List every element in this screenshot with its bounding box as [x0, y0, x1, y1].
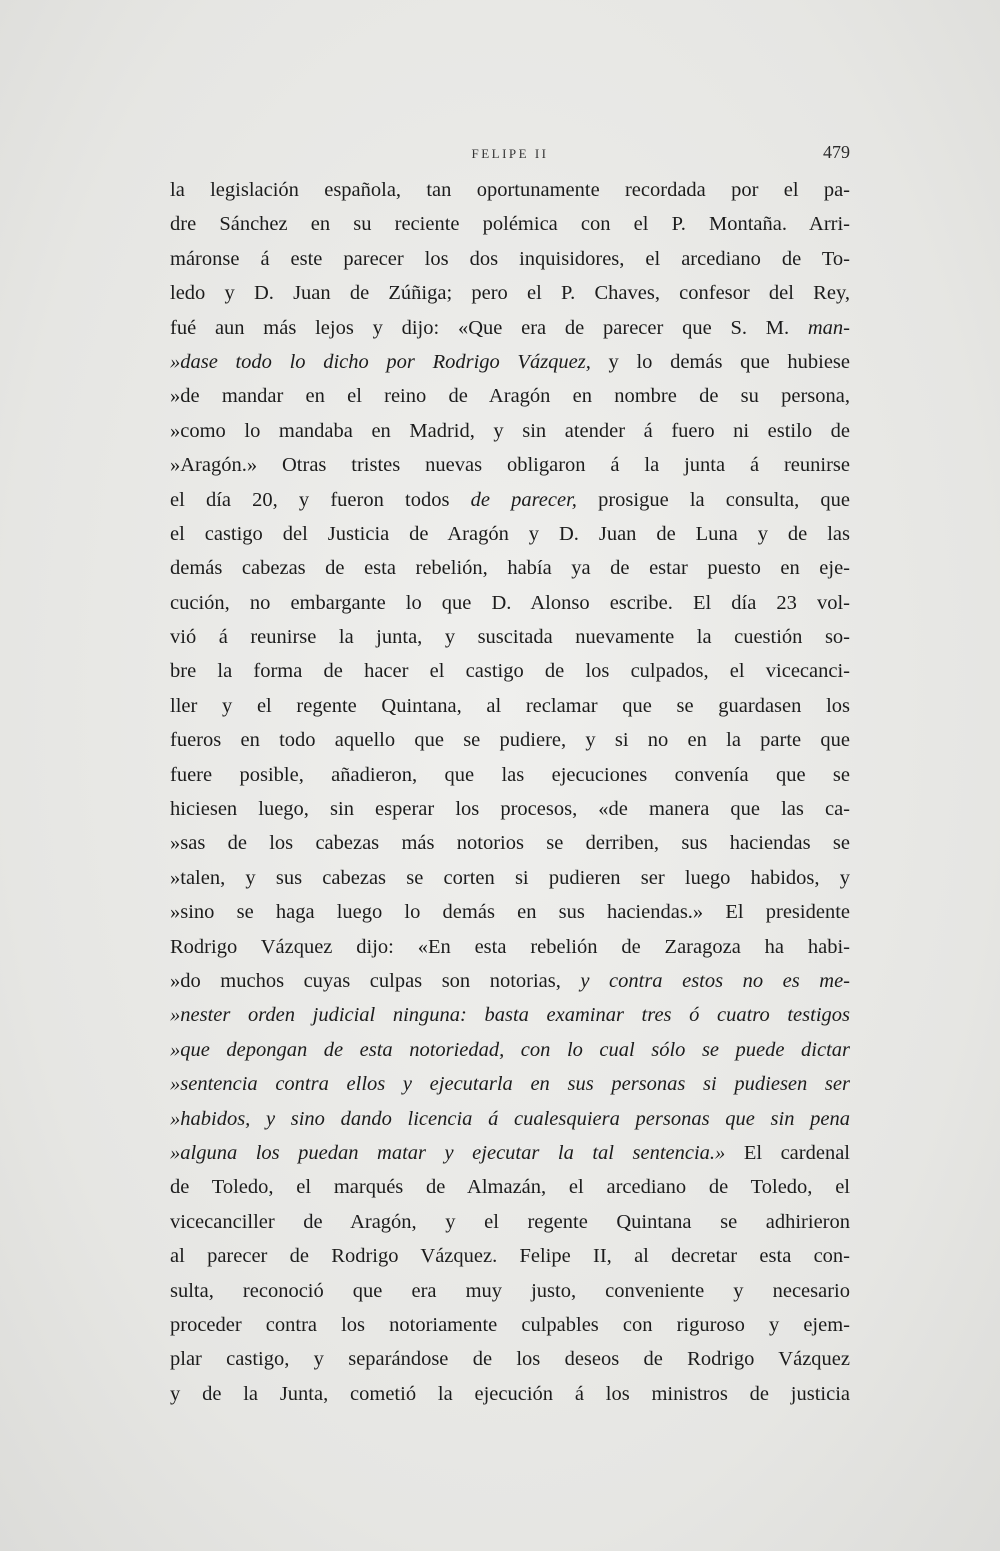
text-line — [170, 792, 850, 826]
text-line — [170, 689, 850, 723]
text-line — [170, 964, 850, 998]
text-line — [170, 483, 850, 517]
text-segment: prosigue la consulta, que — [576, 488, 850, 511]
text-line — [170, 448, 850, 482]
italic-segment: »dase todo lo dicho por Rodrigo Vázquez, — [170, 350, 591, 373]
text-segment: ledo y D. Juan de Zúñiga; pero el P. Chaves, confesor del Rey, — [170, 282, 850, 305]
italic-segment: »sentencia contra ellos y ejecutarla en sus personas si pudiesen ser — [170, 1073, 850, 1096]
text-segment: bre la forma de hacer el castigo de los culpados, el vicecanci- — [170, 660, 850, 683]
text-segment: El cardenal — [725, 1141, 851, 1164]
text-segment: máronse á este parecer los dos inquisidores, el arcediano de To- — [170, 247, 850, 270]
italic-segment: y contra estos no es me- — [580, 969, 850, 992]
text-segment: de Toledo, el marqués de Almazán, el arcediano de Toledo, el — [170, 1176, 850, 1199]
text-segment: la legislación española, tan oportunamente recordada por el pa- — [170, 179, 850, 201]
text-line — [170, 998, 850, 1032]
text-segment: »como lo mandaba en Madrid, y sin atender á fuero ni estilo de — [170, 419, 850, 442]
text-segment: »talen, y sus cabezas se corten si pudieren ser luego habidos, y — [170, 866, 850, 889]
text-segment: sulta, reconoció que era muy justo, conveniente y necesario — [170, 1279, 850, 1302]
text-segment: vicecanciller de Aragón, y el regente Quintana se adhirieron — [170, 1210, 850, 1233]
text-segment: »sas de los cabezas más notorios se derriben, sus haciendas se — [170, 832, 850, 855]
text-segment: fuere posible, añadieron, que las ejecuciones convenía que se — [170, 763, 850, 786]
text-segment: »do muchos cuyas culpas son notorias, — [170, 969, 581, 992]
running-title: FELIPE II — [471, 146, 549, 161]
text-line — [170, 242, 850, 276]
page-number: 479 — [823, 142, 850, 162]
text-line — [170, 1170, 850, 1204]
text-segment: »Aragón.» Otras tristes nuevas obligaron á la junta á reunirse — [170, 454, 850, 477]
italic-segment: man- — [807, 316, 850, 339]
text-line — [170, 1342, 850, 1376]
text-line — [170, 311, 850, 345]
text-line — [170, 654, 850, 688]
text-line — [170, 586, 850, 620]
text-segment: el día 20, y fueron todos — [170, 488, 471, 511]
italic-segment: »habidos, y sino dando licencia á cualesquiera personas que sin pena — [170, 1107, 850, 1130]
text-line — [170, 1102, 850, 1136]
text-line — [170, 207, 850, 241]
text-line — [170, 276, 850, 310]
italic-segment: »alguna los puedan matar y ejecutar la tal sentencia.» — [170, 1141, 726, 1164]
text-line — [170, 414, 850, 448]
text-line — [170, 1274, 850, 1308]
text-segment: al parecer de Rodrigo Vázquez. Felipe II, al decretar esta con- — [170, 1245, 850, 1268]
text-line — [170, 517, 850, 551]
text-line — [170, 930, 850, 964]
running-head — [170, 140, 850, 170]
text-line — [170, 1067, 850, 1101]
text-line — [170, 1205, 850, 1239]
text-segment: plar castigo, y separándose de los deseos de Rodrigo Vázquez — [170, 1348, 850, 1371]
text-line — [170, 758, 850, 792]
text-segment: fueros en todo aquello que se pudiere, y si no en la parte que — [170, 729, 850, 752]
text-line — [170, 345, 850, 379]
text-line — [170, 1308, 850, 1342]
text-line — [170, 620, 850, 654]
text-segment: proceder contra los notoriamente culpables con riguroso y ejem- — [170, 1313, 850, 1336]
text-segment: vió á reunirse la junta, y suscitada nuevamente la cuestión so- — [170, 626, 850, 649]
italic-segment: de parecer, — [470, 488, 577, 511]
text-line — [170, 1033, 850, 1067]
text-line — [170, 1239, 850, 1273]
text-segment: fué aun más lejos y dijo: «Que era de parecer que S. M. — [170, 316, 808, 339]
text-line — [170, 895, 850, 929]
text-segment: cución, no embargante lo que D. Alonso escribe. El día 23 vol- — [170, 591, 850, 614]
text-line — [170, 551, 850, 585]
text-segment: y lo demás que hubiese — [590, 350, 851, 373]
text-segment: hiciesen luego, sin esperar los procesos, «de manera que las ca- — [170, 798, 850, 821]
text-line — [170, 173, 850, 207]
text-segment: dre Sánchez en su reciente polémica con el P. Montaña. Arri- — [170, 213, 850, 236]
text-line — [170, 379, 850, 413]
text-segment: ller y el regente Quintana, al reclamar que se guardasen los — [170, 694, 850, 717]
text-line — [170, 1377, 850, 1411]
italic-segment: »nester orden judicial ninguna: basta examinar tres ó cuatro testigos — [170, 1004, 850, 1027]
text-line — [170, 1136, 850, 1170]
text-segment: demás cabezas de esta rebelión, había ya de estar puesto en eje- — [170, 557, 850, 580]
text-segment: Rodrigo Vázquez dijo: «En esta rebelión de Zaragoza ha habi- — [170, 935, 850, 958]
text-line — [170, 861, 850, 895]
body-text — [170, 173, 850, 1411]
text-segment: »de mandar en el reino de Aragón en nombre de su persona, — [170, 385, 850, 408]
text-segment: »sino se haga luego lo demás en sus haciendas.» El presidente — [170, 901, 850, 924]
italic-segment: »que depongan de esta notoriedad, con lo cual sólo se puede dictar — [170, 1038, 850, 1061]
text-segment: y de la Junta, cometió la ejecución á los ministros de justicia — [170, 1382, 850, 1405]
text-line — [170, 723, 850, 757]
text-segment: el castigo del Justicia de Aragón y D. Juan de Luna y de las — [170, 522, 850, 545]
text-line — [170, 826, 850, 860]
